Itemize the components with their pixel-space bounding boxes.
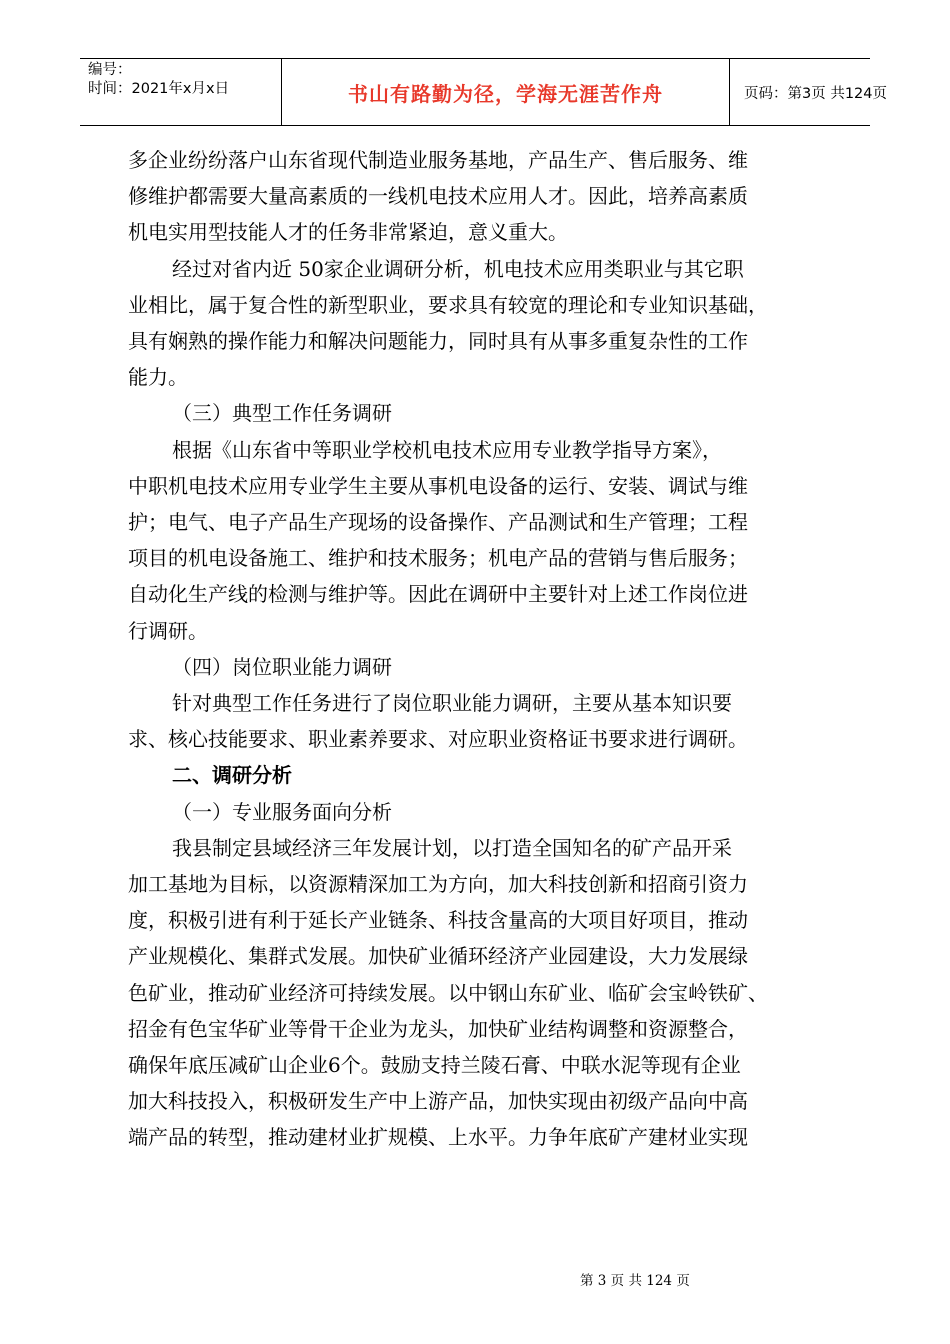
body-text-line: 机电实用型技能人才的任务非常紧迫，意义重大。 (128, 220, 568, 245)
body-text-line: 自动化生产线的检测与维护等。因此在调研中主要针对上述工作岗位进 (128, 582, 748, 607)
body-text-line: （三）典型工作任务调研 (172, 401, 392, 426)
body-text-line: 求、核心技能要求、职业素养要求、对应职业资格证书要求进行调研。 (128, 727, 748, 752)
header-meta-cell (80, 59, 282, 125)
body-text-line: 行调研。 (128, 618, 208, 643)
body-text-line: 招金有色宝华矿业等骨干企业为龙头，加快矿业结构调整和资源整合， (128, 1016, 748, 1041)
section-heading: 二、调研分析 (172, 763, 292, 788)
header-page-info: 页码：第3页 共124页 (744, 85, 888, 102)
body-text-line: 中职机电技术应用专业学生主要从事机电设备的运行、安装、调试与维 (128, 473, 748, 498)
body-text-line: 能力。 (128, 365, 188, 390)
body-text-line: 根据《山东省中等职业学校机电技术应用专业教学指导方案》， (172, 437, 722, 462)
document-number-label: 编号： (88, 62, 132, 78)
body-text-line: 加工基地为目标，以资源精深加工为方向，加大科技创新和招商引资力 (128, 872, 748, 897)
body-text-line: 针对典型工作任务进行了岗位职业能力调研，主要从基本知识要 (172, 691, 732, 716)
body-text-line: 业相比，属于复合性的新型职业，要求具有较宽的理论和专业知识基础， (128, 292, 768, 317)
body-text-line: 加大科技投入，积极研发生产中上游产品，加快实现由初级产品向中高 (128, 1089, 748, 1114)
body-text-line: （一）专业服务面向分析 (172, 799, 392, 824)
body-text-line: 产业规模化、集群式发展。加快矿业循环经济产业园建设，大力发展绿 (128, 944, 748, 969)
page-header (80, 58, 888, 126)
body-text-line: 端产品的转型，推动建材业扩规模、上水平。力争年底矿产建材业实现 (128, 1125, 748, 1150)
body-text-line: 项目的机电设备施工、维护和技术服务；机电产品的营销与售后服务； (128, 546, 748, 571)
page-footer: 第 3 页 共 124 页 (580, 1273, 690, 1289)
header-page-cell (730, 59, 888, 125)
header-motto-cell (282, 59, 730, 125)
body-text-line: 经过对省内近 50家企业调研分析，机电技术应用类职业与其它职 (172, 256, 744, 281)
body-text-line: 修维护都需要大量高素质的一线机电技术应用人才。因此，培养高素质 (128, 184, 748, 209)
body-text-line: 具有娴熟的操作能力和解决问题能力，同时具有从事多重复杂性的工作 (128, 329, 748, 354)
header-motto: 书山有路勤为径，学海无涯苦作舟 (348, 81, 663, 106)
body-text-line: 色矿业，推动矿业经济可持续发展。以中钢山东矿业、临矿会宝岭铁矿、 (128, 980, 768, 1005)
body-text-line: （四）岗位职业能力调研 (172, 654, 392, 679)
body-text-line: 度，积极引进有利于延长产业链条、科技含量高的大项目好项目，推动 (128, 908, 748, 933)
document-time-label: 时间：2021年x月x日 (88, 81, 230, 97)
body-text-line: 多企业纷纷落户山东省现代制造业服务基地，产品生产、售后服务、维 (128, 148, 748, 172)
body-text-line: 我县制定县域经济三年发展计划，以打造全国知名的矿产品开采 (172, 835, 732, 860)
body-text-line: 确保年底压减矿山企业6个。鼓励支持兰陵石膏、中联水泥等现有企业 (128, 1053, 741, 1078)
document-body (128, 142, 828, 1156)
body-text-line: 护；电气、电子产品生产现场的设备操作、产品测试和生产管理；工程 (128, 510, 748, 535)
